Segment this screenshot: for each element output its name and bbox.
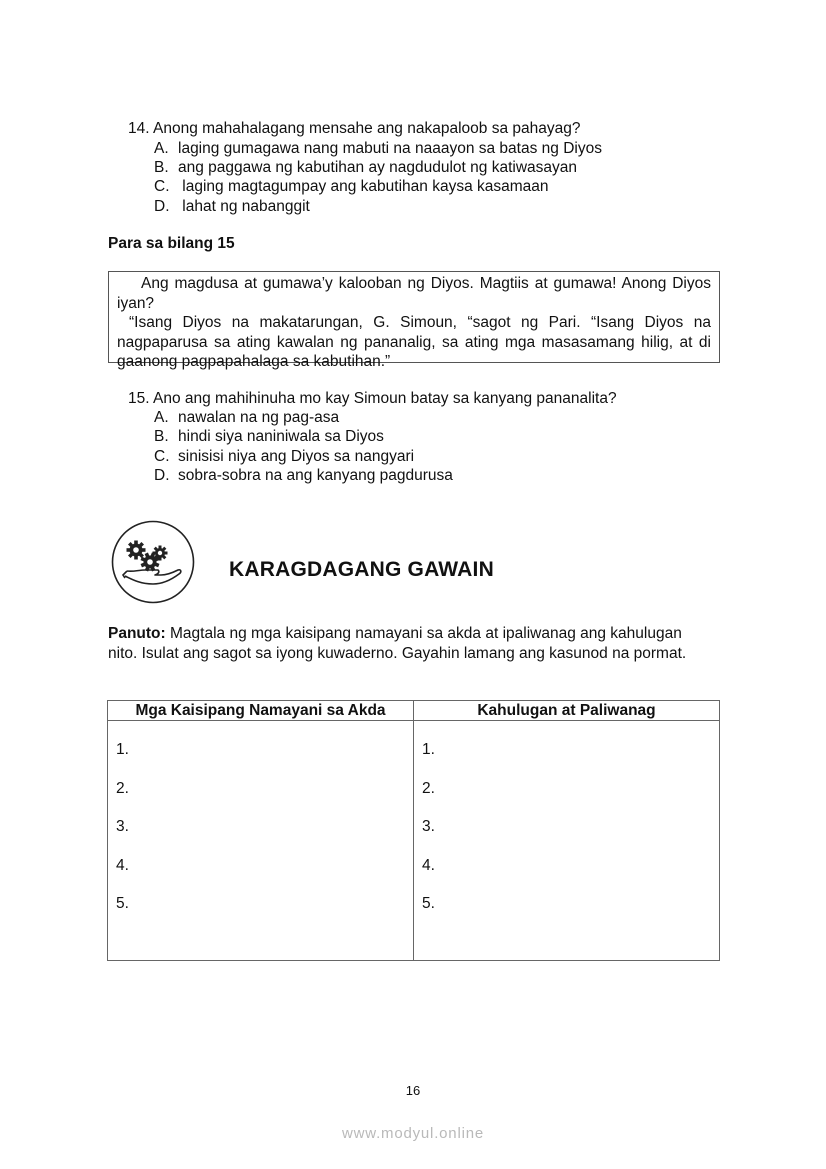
table-column-kaisipan xyxy=(108,721,414,961)
question-15-option-b xyxy=(154,427,384,447)
list-item: 4. xyxy=(116,856,129,874)
list-item: 2. xyxy=(116,779,129,797)
question-15-option-c xyxy=(154,447,414,467)
answer-format-table xyxy=(107,700,720,961)
table-column-kahulugan xyxy=(414,721,720,961)
question-14-option-d xyxy=(154,197,310,217)
option-letter: C. xyxy=(154,448,170,465)
option-text: sobra-sobra na ang kanyang pagdurusa xyxy=(178,467,453,484)
passage-paragraph-1: Ang magdusa at gumawa’y kalooban ng Diyos. Magtiis at gumawa! Anong Diyos iyan? xyxy=(117,275,711,312)
option-text: nawalan na ng pag-asa xyxy=(178,409,340,426)
gears-in-hand-icon xyxy=(111,520,195,604)
option-text: lahat ng nabanggit xyxy=(178,198,310,215)
option-text: sinisisi niya ang Diyos sa nangyari xyxy=(178,448,415,465)
list-item: 3. xyxy=(422,818,435,836)
option-text: ang paggawa ng kabutihan ay nagdudulot ng katiwasayan xyxy=(178,159,578,176)
instructions-label: Panuto: xyxy=(108,625,166,642)
passage-box xyxy=(108,271,720,370)
question-14-option-b xyxy=(154,158,577,178)
option-letter: B. xyxy=(154,428,169,445)
option-text: laging magtagumpay ang kabutihan kaysa kasamaan xyxy=(178,178,549,195)
watermark: www.modyul.online xyxy=(342,1125,484,1142)
option-letter: C. xyxy=(154,178,170,195)
list-item: 5. xyxy=(422,895,435,913)
question-15-option-a xyxy=(154,408,339,428)
option-text: laging gumagawa nang mabuti na naaayon sa batas ng Diyos xyxy=(178,140,602,157)
table-header-kaisipan: Mga Kaisipang Namayani sa Akda xyxy=(108,701,414,721)
option-text: hindi siya naniniwala sa Diyos xyxy=(178,428,384,445)
question-15-stem: 15. Ano ang mahihinuha mo kay Simoun batay sa kanyang pananalita? xyxy=(128,390,617,407)
option-letter: B. xyxy=(154,159,169,176)
option-letter: D. xyxy=(154,198,170,215)
list-item: 1. xyxy=(116,741,129,758)
list-item: 3. xyxy=(116,818,129,836)
question-14-option-a xyxy=(154,139,602,159)
table-header-kahulugan: Kahulugan at Paliwanag xyxy=(414,701,720,721)
list-item: 2. xyxy=(422,779,435,797)
question-15-option-d xyxy=(154,466,453,486)
instructions xyxy=(108,624,708,663)
instructions-text: Magtala ng mga kaisipang namayani sa akda at ipaliwanag ang kahulugan nito. Isulat ang sagot sa iyong kuwaderno. Gayahin lamang ang kasunod na pormat. xyxy=(108,625,687,662)
section-title: KARAGDAGANG GAWAIN xyxy=(229,558,494,581)
list-item: 1. xyxy=(422,741,435,758)
question-14-option-c xyxy=(154,177,549,197)
question-14-stem: 14. Anong mahahalagang mensahe ang nakapaloob sa pahayag? xyxy=(128,120,581,137)
option-letter: D. xyxy=(154,467,170,484)
list-item: 5. xyxy=(116,895,129,913)
list-item: 4. xyxy=(422,856,435,874)
option-letter: A. xyxy=(154,409,169,426)
para-15-heading: Para sa bilang 15 xyxy=(108,235,235,252)
option-letter: A. xyxy=(154,140,169,157)
passage-paragraph-2: “Isang Diyos na makatarungan, G. Simoun, “sagot ng Pari. “Isang Diyos na nagpaparusa sa ating kawalan ng pananalig, sa ating mga masasamang hilig, at di gaanong pagpapahalaga sa kabutihan.” xyxy=(117,314,711,370)
page-number: 16 xyxy=(405,1083,421,1098)
